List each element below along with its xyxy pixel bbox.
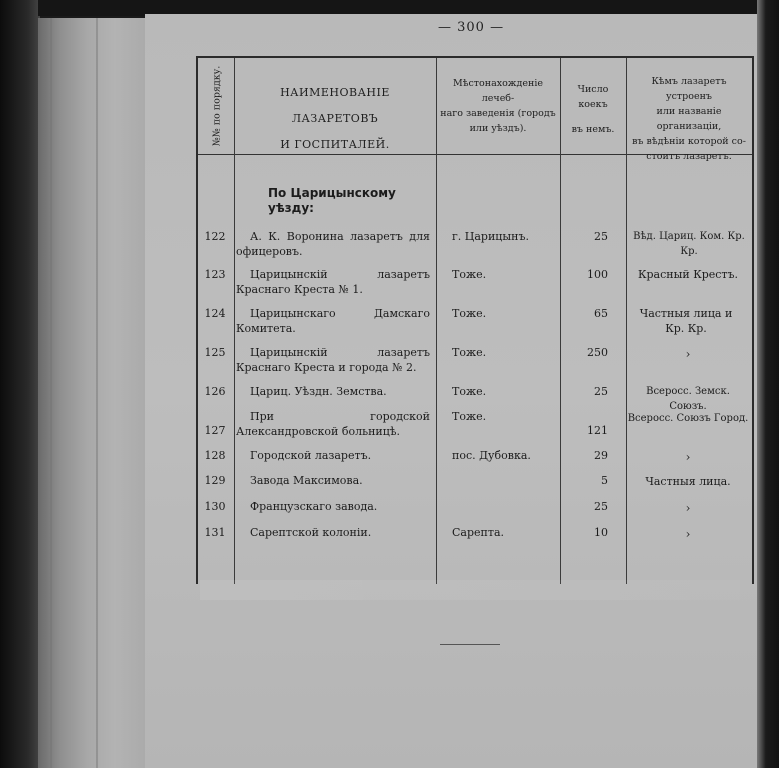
bleed-through [200, 580, 740, 600]
row-name: При городской Александровской больницѣ. [236, 410, 430, 438]
row-organization: › [685, 450, 691, 464]
header-beds: Число коекъ въ немъ. [571, 84, 615, 135]
row-name: А. К. Воронина лазаретъ для офицеровъ. [236, 230, 430, 258]
row-organization: Всеросс. Земск. Союзъ. [646, 386, 730, 412]
row-name: Царицынскаго Дамскаго Комитета. [236, 307, 430, 335]
row-place: Тоже. [452, 385, 487, 398]
row-number: 126 [204, 385, 226, 398]
row-beds: 25 [594, 385, 608, 398]
row-beds: 100 [587, 268, 608, 281]
row-name: Сарептской колоніи. [250, 526, 372, 539]
row-organization: Вѣд. Цариц. Ком. Кр. Кр. [633, 231, 745, 257]
row-organization: Всеросс. Союзъ Город. [627, 413, 749, 424]
header-name: НАИМЕНОВАНІЕ ЛАЗАРЕТОВЪ И ГОСПИТАЛЕЙ. [280, 86, 390, 151]
row-name: Цариц. Уѣздн. Земства. [250, 385, 387, 398]
scan-border-left [0, 0, 40, 768]
row-beds: 5 [601, 474, 608, 487]
row-number: 130 [204, 500, 226, 513]
row-name: Царицынскій лазаретъ Краснаго Креста и города № 2. [236, 346, 430, 374]
row-number: 124 [204, 307, 226, 320]
page-fold [50, 18, 52, 768]
page-stack [38, 18, 148, 768]
column-divider [234, 58, 235, 584]
row-beds: 25 [594, 500, 608, 513]
row-number: 129 [204, 474, 226, 487]
scan-border-right [757, 0, 779, 768]
row-beds: 29 [594, 449, 608, 462]
row-number: 125 [204, 346, 226, 359]
row-beds: 25 [594, 230, 608, 243]
end-rule [440, 644, 500, 645]
row-number: 122 [204, 230, 226, 243]
row-place: Тоже. [452, 307, 487, 320]
row-name: Городской лазаретъ. [250, 449, 372, 462]
row-number: 131 [204, 526, 226, 539]
row-name: Завода Максимова. [250, 474, 363, 487]
row-organization: › [685, 501, 691, 515]
row-place: Тоже. [452, 268, 487, 281]
page-fold [96, 18, 98, 768]
row-number: 123 [204, 268, 226, 281]
row-beds: 121 [587, 424, 608, 437]
row-place: Тоже. [452, 410, 487, 423]
column-divider [436, 58, 437, 584]
row-place: Тоже. [452, 346, 487, 359]
row-number: 127 [204, 424, 226, 437]
page-number: — 300 — [438, 20, 505, 35]
row-name: Царицынскій лазаретъ Краснаго Креста № 1. [236, 268, 430, 296]
section-title: По Царицынскому уѣзду: [268, 186, 396, 215]
row-name: Французскаго завода. [250, 500, 378, 513]
row-place: г. Царицынъ. [452, 230, 529, 243]
row-number: 128 [204, 449, 226, 462]
row-organization: Частныя лица. [645, 475, 731, 488]
header-number: №№ по порядку. [211, 65, 223, 147]
header-location: Мѣстонахожденіе лечеб- наго заведенія (городъ или уѣздъ). [440, 78, 556, 134]
row-beds: 65 [594, 307, 608, 320]
header-organization: Кѣмъ лазаретъ устроенъ или названіе организаціи, въ вѣдѣніи которой со- стоитъ лазаретъ. [632, 76, 746, 162]
row-place: Сарепта. [452, 526, 504, 539]
row-organization: › [685, 527, 691, 541]
row-organization: Частныя лица и Кр. Кр. [639, 307, 733, 335]
row-place: пос. Дубовка. [452, 449, 531, 462]
row-beds: 250 [587, 346, 608, 359]
row-beds: 10 [594, 526, 608, 539]
row-organization: Красный Крестъ. [638, 268, 738, 281]
row-organization: › [685, 347, 691, 361]
